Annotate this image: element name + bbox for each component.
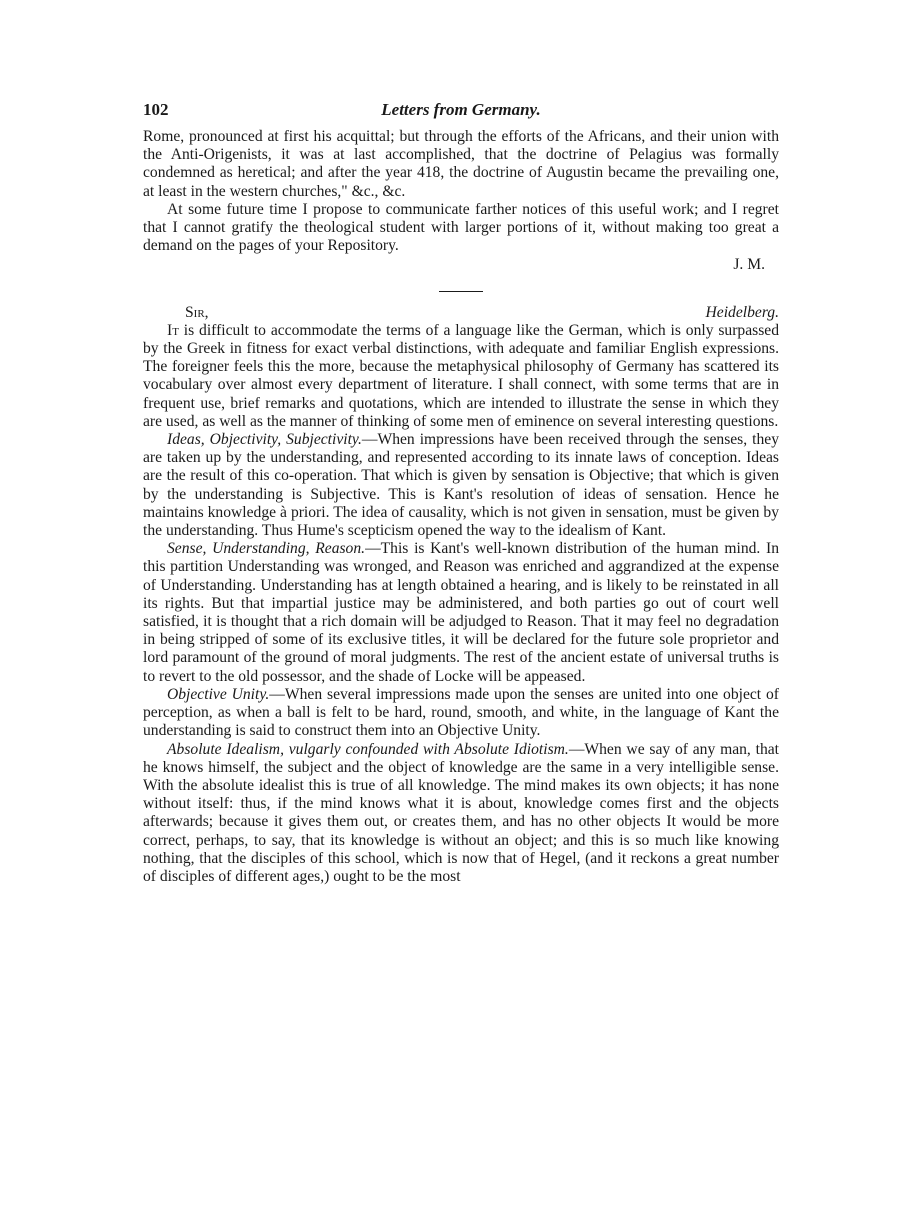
- entry-text: —When impressions have been received through the senses, they are taken up by the understanding, and represented according to its innate laws of conception. Ideas are the result of this co-operation. That which is given by sensation is Objective; that which is given by the understanding is Subjective. This is Kant's resolution of ideas of sensation. Hence he maintains knowledge à priori. The idea of causality, which is not given in sensation, must be given by the understanding. Thus Hume's scepticism opened the way to the idealism of Kant.: [143, 431, 779, 540]
- paragraph-continuation: Rome, pronounced at first his acquittal; but through the efforts of the Africans, and their union with the Anti-Origenists, it was at last accomplished, that the doctrine of Pelagius was formally condemned as heretical; and after the year 418, the doctrine of Augustin became the prevailing one, at least in the western churches," &c., &c.: [143, 128, 779, 200]
- salutation: Sir,: [185, 303, 209, 321]
- entry-text: —When we say of any man, that he knows himself, the subject and the object of knowledge are the same in a very intelligible sense. With the absolute idealist this is true of all knowledge. The mind makes its own objects; it has none without itself: thus, if the mind knows what it is about, knowledge comes first and the objects afterwards; because it gives them out, or creates them, and has no other objects It would be more correct, perhaps, to say, that its knowledge is without an object; and this is so much like knowing nothing, that the disciples of this school, which is now that of Hegel, (and it reckons a great number of disciples of different ages,) ought to be the most: [143, 740, 779, 885]
- entry-objective-unity: [143, 686, 779, 741]
- entry-sense: [143, 540, 779, 686]
- signature: J. M.: [733, 256, 765, 274]
- entry-text: —When several impressions made upon the senses are united into one object of perception, as when a ball is felt to be hard, round, smooth, and white, in the language of Kant the understanding is said to construct them into an Objective Unity.: [143, 685, 779, 740]
- page-number: 102: [143, 100, 169, 119]
- paragraph-notice: At some future time I propose to communicate farther notices of this useful work; and I regret that I cannot gratify the theological student with larger portions of it, without making too great a demand on the pages of your Repository.: [143, 200, 779, 255]
- section-divider: [439, 291, 483, 292]
- place-name: Heidelberg.: [705, 303, 779, 321]
- paragraph-intro: [143, 322, 779, 431]
- entry-text: —This is Kant's well-known distribution of the human mind. In this partition Understanding was wronged, and Reason was enriched and aggrandized at the expense of Understanding. Understanding has at length obtained a hearing, and is likely to be reinstated in all its rights. But that impartial justice may be administered, and both parties go out of court well satisfied, it is thought that a rich domain will be adjudged to Reason. That it may feel no degradation in being stripped of some of its exclusive titles, it will be declared for the future sole proprietor and lord paramount of the ground of moral judgments. The rest of the ancient estate of universal truths is to revert to the old possessor, and the shade of Locke will be appeased.: [143, 540, 779, 685]
- letter-opening: [143, 304, 779, 322]
- running-header: [143, 100, 779, 124]
- entry-term: Ideas, Objectivity, Subjectivity.: [167, 431, 362, 449]
- lead-word: It: [167, 321, 179, 339]
- entry-term: Sense, Understanding, Reason.: [167, 540, 366, 558]
- page-body: [143, 128, 779, 886]
- entry-term: Objective Unity.: [167, 685, 270, 703]
- running-title: Letters from Germany.: [381, 100, 541, 119]
- entry-term: Absolute Idealism, vulgarly confounded with Absolute Idiotism.: [167, 740, 569, 758]
- paragraph-text: is difficult to accommodate the terms of a language like the German, which is only surpassed by the Greek in fitness for exact verbal distinctions, with adequate and familiar English expressions. The foreigner feels this the more, because the metaphysical philosophy of Germany has scattered its vocabulary over almost every department of literature. I shall connect, with some terms that are in frequent use, brief remarks and quotations, which are intended to illustrate the sense in which they are used, as well as the manner of thinking of some men of eminence on several interesting questions.: [143, 321, 779, 430]
- entry-ideas: [143, 431, 779, 540]
- entry-absolute-idealism: [143, 741, 779, 887]
